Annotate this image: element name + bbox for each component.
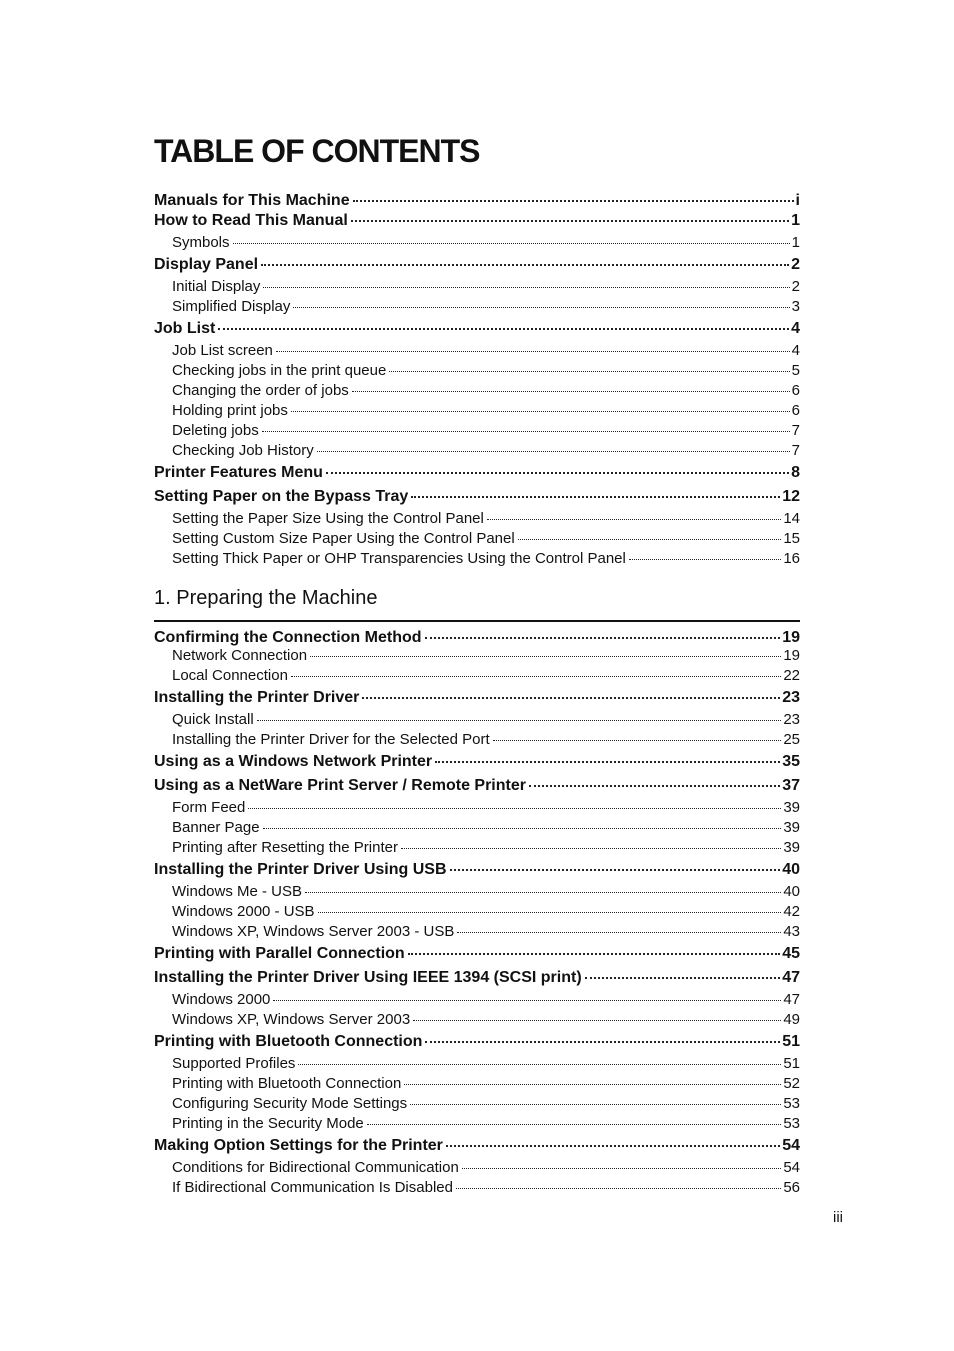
toc-entry-page: 4 (791, 320, 800, 337)
toc-entry-label: Display Panel (154, 256, 259, 273)
dot-leader (457, 932, 781, 933)
dot-leader (456, 1188, 781, 1189)
dot-leader (362, 697, 780, 699)
toc-entry-label: Printing with Bluetooth Connection (154, 1033, 423, 1050)
toc-section-entry[interactable] (154, 1030, 800, 1054)
toc-subsection-entry[interactable] (154, 922, 800, 942)
toc-subsection-entry[interactable] (154, 1054, 800, 1074)
toc-entry-label: Installing the Printer Driver Using IEEE 1394 (SCSI print) (154, 969, 582, 986)
toc-entry-label: Installing the Printer Driver (154, 689, 360, 706)
toc-entry-label: Windows XP, Windows Server 2003 (172, 1011, 411, 1028)
toc-entry-label: Configuring Security Mode Settings (172, 1095, 408, 1112)
toc-subsection-entry[interactable] (154, 710, 800, 730)
toc-entry-page: 45 (782, 945, 800, 962)
toc-entry-label: How to Read This Manual (154, 212, 348, 229)
toc-subsection-entry[interactable] (154, 666, 800, 686)
toc-entry-label: Installing the Printer Driver Using USB (154, 861, 447, 878)
toc-entry-label: Setting the Paper Size Using the Control Panel (172, 510, 484, 527)
toc-entry-page: 53 (783, 1115, 800, 1132)
toc-entry-label: Printing with Parallel Connection (154, 945, 405, 962)
dot-leader (425, 637, 781, 639)
dot-leader (411, 496, 780, 498)
toc-subsection-entry[interactable] (154, 818, 800, 838)
dot-leader (425, 1041, 780, 1043)
dot-leader (262, 431, 790, 432)
toc-entry-label: Banner Page (172, 819, 260, 836)
toc-section-entry[interactable] (154, 317, 800, 341)
toc-entry-page: 2 (791, 278, 800, 295)
dot-leader (318, 912, 782, 913)
dot-leader (317, 451, 790, 452)
toc-front-matter (154, 189, 800, 569)
dot-leader (493, 740, 782, 741)
toc-section-entry[interactable] (154, 858, 800, 882)
toc-entry-page: 8 (791, 464, 800, 481)
dot-leader (233, 243, 790, 244)
toc-entry-label: Network Connection (172, 647, 308, 664)
toc-subsection-entry[interactable] (154, 990, 800, 1010)
toc-entry-page: 15 (783, 530, 800, 547)
toc-entry-page: 47 (783, 991, 800, 1008)
toc-entry-page: 5 (791, 362, 800, 379)
toc-entry-label: Form Feed (172, 799, 246, 816)
toc-subsection-entry[interactable] (154, 509, 800, 529)
toc-entry-page: 39 (783, 799, 800, 816)
page-number: iii (833, 1209, 843, 1226)
toc-section-entry[interactable] (154, 485, 800, 509)
toc-entry-page: 40 (783, 883, 800, 900)
dot-leader (263, 828, 782, 829)
toc-subsection-entry[interactable] (154, 549, 800, 569)
dot-leader (261, 264, 789, 266)
dot-leader (293, 307, 789, 308)
dot-leader (257, 720, 782, 721)
toc-entry-label: Supported Profiles (172, 1055, 296, 1072)
toc-entry-page: 2 (791, 256, 800, 273)
toc-chapter-1 (154, 626, 800, 1198)
toc-entry-page: 54 (782, 1137, 800, 1154)
toc-entry-page: 6 (791, 402, 800, 419)
toc-entry-label: Setting Custom Size Paper Using the Control Panel (172, 530, 515, 547)
toc-entry-page: 47 (782, 969, 800, 986)
toc-entry-page: 51 (782, 1033, 800, 1050)
dot-leader (310, 656, 781, 657)
toc-entry-page: 53 (783, 1095, 800, 1112)
toc-entry-label: Windows 2000 (172, 991, 271, 1008)
toc-entry-label: Symbols (172, 234, 230, 251)
toc-entry-page: 16 (783, 550, 800, 567)
toc-section-entry[interactable] (154, 1134, 800, 1158)
dot-leader (353, 200, 794, 202)
toc-entry-label: Using as a Windows Network Printer (154, 753, 433, 770)
dot-leader (401, 848, 781, 849)
toc-subsection-entry[interactable] (154, 1010, 800, 1030)
toc-entry-page: 14 (783, 510, 800, 527)
toc-entry-page: 22 (783, 667, 800, 684)
toc-entry-page: 56 (783, 1179, 800, 1196)
dot-leader (450, 869, 781, 871)
toc-entry-label: Using as a NetWare Print Server / Remote Printer (154, 777, 526, 794)
toc-entry-label: Printer Features Menu (154, 464, 323, 481)
toc-entry-page: 49 (783, 1011, 800, 1028)
toc-entry-page: 42 (783, 903, 800, 920)
dot-leader (446, 1145, 780, 1147)
toc-entry-page: 43 (783, 923, 800, 940)
toc-section-entry[interactable] (154, 942, 800, 966)
toc-entry-label: Job List (154, 320, 216, 337)
toc-subsection-entry[interactable] (154, 401, 800, 421)
toc-section-entry[interactable] (154, 253, 800, 277)
toc-entry-page: 19 (782, 629, 800, 646)
toc-subsection-entry[interactable] (154, 902, 800, 922)
toc-subsection-entry[interactable] (154, 730, 800, 750)
toc-entry-page: 25 (783, 731, 800, 748)
dot-leader (408, 953, 781, 955)
chapter-heading: 1. Preparing the Machine (154, 587, 800, 622)
dot-leader (404, 1084, 781, 1085)
toc-entry-page: 40 (782, 861, 800, 878)
toc-subsection-entry[interactable] (154, 381, 800, 401)
page-title: TABLE OF CONTENTS (154, 133, 480, 169)
toc-entry-label: Windows 2000 - USB (172, 903, 315, 920)
toc-entry-label: Conditions for Bidirectional Communication (172, 1159, 459, 1176)
dot-leader (298, 1064, 781, 1065)
toc-entry-page: 1 (791, 234, 800, 251)
toc-entry-label: Simplified Display (172, 298, 291, 315)
toc-entry-label: Changing the order of jobs (172, 382, 349, 399)
toc-entry-page: 51 (783, 1055, 800, 1072)
dot-leader (462, 1168, 782, 1169)
toc-entry-label: Setting Thick Paper or OHP Transparencies Using the Control Panel (172, 550, 626, 567)
toc-subsection-entry[interactable] (154, 297, 800, 317)
toc-entry-page: 19 (783, 647, 800, 664)
toc-entry-page: i (795, 192, 800, 209)
dot-leader (367, 1124, 782, 1125)
dot-leader (389, 371, 789, 372)
toc-entry-page: 37 (782, 777, 800, 794)
toc-subsection-entry[interactable] (154, 341, 800, 361)
dot-leader (291, 676, 781, 677)
toc-subsection-entry[interactable] (154, 361, 800, 381)
toc-entry-page: 12 (782, 488, 800, 505)
toc-subsection-entry[interactable] (154, 529, 800, 549)
dot-leader (629, 559, 781, 560)
toc-entry-label: Printing with Bluetooth Connection (172, 1075, 402, 1092)
toc-subsection-entry[interactable] (154, 421, 800, 441)
dot-leader (352, 391, 790, 392)
toc-subsection-entry[interactable] (154, 1114, 800, 1134)
dot-leader (487, 519, 781, 520)
dot-leader (276, 351, 790, 352)
dot-leader (529, 785, 780, 787)
toc-entry-label: Making Option Settings for the Printer (154, 1137, 443, 1154)
dot-leader (585, 977, 781, 979)
toc-entry-page: 3 (791, 298, 800, 315)
dot-leader (410, 1104, 781, 1105)
toc-section-entry[interactable] (154, 461, 800, 485)
toc-entry-label: Manuals for This Machine (154, 192, 350, 209)
toc-subsection-entry[interactable] (154, 1158, 800, 1178)
toc-entry-label: If Bidirectional Communication Is Disabled (172, 1179, 453, 1196)
toc-section-entry[interactable] (154, 750, 800, 774)
dot-leader (273, 1000, 781, 1001)
toc-entry-page: 7 (791, 442, 800, 459)
dot-leader (435, 761, 780, 763)
toc-entry-page: 23 (782, 689, 800, 706)
toc-subsection-entry[interactable] (154, 277, 800, 297)
toc-entry-label: Initial Display (172, 278, 261, 295)
toc-subsection-entry[interactable] (154, 1074, 800, 1094)
toc-entry-label: Windows XP, Windows Server 2003 - USB (172, 923, 455, 940)
toc-entry-label: Deleting jobs (172, 422, 259, 439)
dot-leader (263, 287, 789, 288)
toc-entry-page: 39 (783, 839, 800, 856)
toc-subsection-entry[interactable] (154, 838, 800, 858)
toc-section-entry[interactable] (154, 189, 800, 209)
toc-section-entry[interactable] (154, 966, 800, 990)
toc-entry-label: Printing after Resetting the Printer (172, 839, 398, 856)
dot-leader (305, 892, 781, 893)
toc-entry-label: Checking Job History (172, 442, 314, 459)
toc-entry-label: Checking jobs in the print queue (172, 362, 387, 379)
toc-entry-label: Windows Me - USB (172, 883, 303, 900)
toc-subsection-entry[interactable] (154, 1178, 800, 1198)
toc-entry-page: 1 (791, 212, 800, 229)
toc-entry-label: Quick Install (172, 711, 254, 728)
toc-entry-label: Holding print jobs (172, 402, 288, 419)
dot-leader (413, 1020, 781, 1021)
toc-subsection-entry[interactable] (154, 1094, 800, 1114)
toc-entry-page: 54 (783, 1159, 800, 1176)
toc-entry-label: Job List screen (172, 342, 273, 359)
toc-entry-page: 4 (791, 342, 800, 359)
toc-entry-label: Printing in the Security Mode (172, 1115, 364, 1132)
toc-section-entry[interactable] (154, 686, 800, 710)
toc-entry-page: 52 (783, 1075, 800, 1092)
toc-subsection-entry[interactable] (154, 646, 800, 666)
toc-entry-label: Confirming the Connection Method (154, 629, 422, 646)
dot-leader (518, 539, 782, 540)
toc-section-entry[interactable] (154, 209, 800, 233)
toc-entry-page: 39 (783, 819, 800, 836)
toc-section-entry[interactable] (154, 774, 800, 798)
dot-leader (218, 328, 789, 330)
toc-subsection-entry[interactable] (154, 798, 800, 818)
dot-leader (291, 411, 790, 412)
toc-entry-page: 6 (791, 382, 800, 399)
dot-leader (248, 808, 781, 809)
dot-leader (326, 472, 789, 474)
toc-entry-page: 35 (782, 753, 800, 770)
toc-section-entry[interactable] (154, 626, 800, 646)
toc-entry-page: 23 (783, 711, 800, 728)
toc-subsection-entry[interactable] (154, 233, 800, 253)
toc-entry-label: Installing the Printer Driver for the Selected Port (172, 731, 490, 748)
toc-entry-page: 7 (791, 422, 800, 439)
toc-entry-label: Local Connection (172, 667, 288, 684)
toc-subsection-entry[interactable] (154, 441, 800, 461)
toc-subsection-entry[interactable] (154, 882, 800, 902)
dot-leader (351, 220, 789, 222)
toc-entry-label: Setting Paper on the Bypass Tray (154, 488, 409, 505)
